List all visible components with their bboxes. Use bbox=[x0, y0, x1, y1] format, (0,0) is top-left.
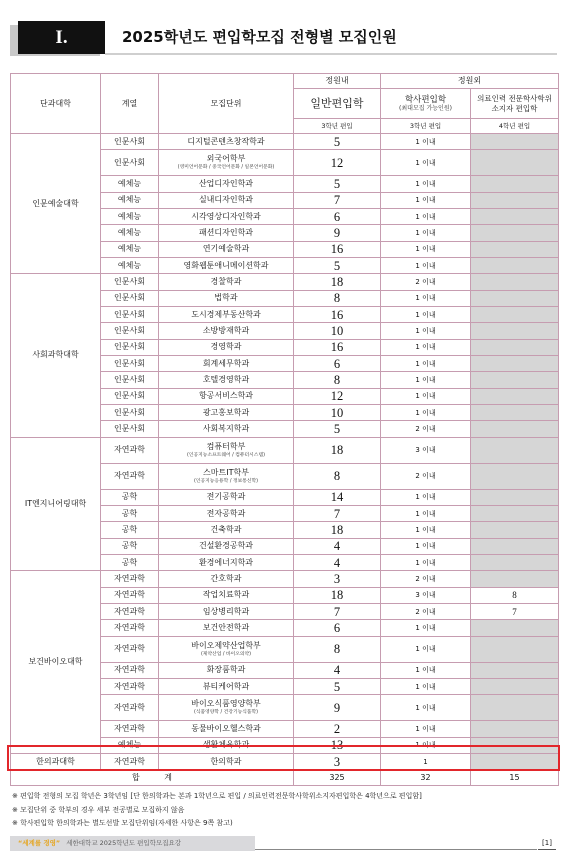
track-cell: 공학 bbox=[101, 538, 159, 554]
unit-cell bbox=[159, 463, 294, 489]
track-cell: 자연과학 bbox=[101, 753, 159, 769]
header-row bbox=[11, 74, 559, 89]
track-cell: 예체능 bbox=[101, 241, 159, 257]
unit-cell bbox=[159, 404, 294, 420]
total-general: 325 bbox=[294, 770, 381, 786]
general-quota-cell: 14 bbox=[294, 489, 381, 505]
general-quota-cell: 18 bbox=[294, 437, 381, 463]
unit-cell bbox=[159, 339, 294, 355]
footer-title: 세한대학교 2025학년도 편입학모집요강 bbox=[66, 839, 182, 847]
unit-cell bbox=[159, 522, 294, 538]
college-cell: 사회과학대학 bbox=[11, 274, 101, 437]
college-cell: IT엔지니어링대학 bbox=[11, 437, 101, 571]
unit-name: 바이오식품영양학부 bbox=[191, 699, 261, 709]
unit-name: 건설환경공학과 bbox=[198, 541, 254, 551]
unit-cell bbox=[159, 150, 294, 176]
track-cell: 예체능 bbox=[101, 208, 159, 224]
unit-cell bbox=[159, 721, 294, 737]
total-row bbox=[11, 770, 559, 786]
table-row bbox=[11, 571, 559, 587]
unit-name: 연기예술학과 bbox=[202, 244, 250, 254]
unit-majors: (식품영양학 / 건강기능식품학) bbox=[193, 710, 258, 716]
unit-cell bbox=[159, 372, 294, 388]
medical-quota-cell bbox=[471, 554, 559, 570]
general-quota-cell: 10 bbox=[294, 323, 381, 339]
unit-name: 작업치료학과 bbox=[202, 590, 250, 600]
bachelor-quota-cell: 1 이내 bbox=[381, 721, 471, 737]
general-quota-cell: 4 bbox=[294, 554, 381, 570]
table-row bbox=[11, 274, 559, 290]
unit-cell bbox=[159, 134, 294, 150]
medical-quota-cell bbox=[471, 489, 559, 505]
track-cell: 인문사회 bbox=[101, 306, 159, 322]
unit-name: 스마트IT학부 bbox=[203, 467, 249, 477]
track-cell: 공학 bbox=[101, 522, 159, 538]
bachelor-header-note: (최대모집 가능인원) bbox=[399, 104, 452, 112]
track-cell: 공학 bbox=[101, 554, 159, 570]
footer-slogan: “세계를 경영” bbox=[18, 839, 61, 847]
unit-name: 시각영상디자인학과 bbox=[191, 211, 261, 221]
unit-name: 간호학과 bbox=[210, 573, 242, 583]
table-body bbox=[11, 134, 559, 770]
general-header-label: 일반편입학 bbox=[310, 97, 364, 110]
track-cell: 자연과학 bbox=[101, 620, 159, 636]
bachelor-quota-cell: 2 이내 bbox=[381, 274, 471, 290]
bachelor-quota-cell: 1 이내 bbox=[381, 208, 471, 224]
bachelor-quota-cell: 1 이내 bbox=[381, 695, 471, 721]
medical-quota-cell bbox=[471, 437, 559, 463]
bachelor-quota-cell: 1 이내 bbox=[381, 290, 471, 306]
bachelor-quota-cell: 1 이내 bbox=[381, 620, 471, 636]
section-badge: I. bbox=[18, 21, 105, 54]
medical-quota-cell bbox=[471, 620, 559, 636]
medical-quota-cell bbox=[471, 721, 559, 737]
medical-quota-cell bbox=[471, 538, 559, 554]
track-cell: 자연과학 bbox=[101, 571, 159, 587]
general-quota-cell: 3 bbox=[294, 571, 381, 587]
unit-cell bbox=[159, 437, 294, 463]
unit-majors: (제약산업 / 바이오의약) bbox=[200, 651, 252, 657]
unit-cell bbox=[159, 421, 294, 437]
unit-name: 실내디자인학과 bbox=[198, 195, 254, 205]
track-cell: 자연과학 bbox=[101, 437, 159, 463]
medical-quota-cell bbox=[471, 404, 559, 420]
bachelor-quota-cell: 1 이내 bbox=[381, 306, 471, 322]
general-quota-cell: 16 bbox=[294, 241, 381, 257]
medical-quota-cell bbox=[471, 306, 559, 322]
bachelor-quota-cell: 2 이내 bbox=[381, 603, 471, 619]
track-cell: 예체능 bbox=[101, 257, 159, 273]
track-cell: 인문사회 bbox=[101, 421, 159, 437]
general-quota-cell: 9 bbox=[294, 225, 381, 241]
unit-cell bbox=[159, 695, 294, 721]
bachelor-quota-cell: 1 이내 bbox=[381, 225, 471, 241]
unit-cell bbox=[159, 505, 294, 521]
col-header-unit: 모집단위 bbox=[159, 74, 294, 134]
unit-name: 경영학과 bbox=[210, 342, 242, 352]
footnote: ※ 편입학 전형의 모집 학년은 3학년임 [단 한의학과는 본과 1학년으로 편입 / 의료인력전문학사학위소지자편입학은 4학년으로 편입함] bbox=[12, 792, 422, 800]
bachelor-quota-cell: 1 이내 bbox=[381, 489, 471, 505]
footnotes bbox=[12, 790, 557, 831]
general-quota-cell: 7 bbox=[294, 192, 381, 208]
general-quota-cell: 6 bbox=[294, 208, 381, 224]
track-cell: 예체능 bbox=[101, 225, 159, 241]
bachelor-quota-cell: 1 이내 bbox=[381, 176, 471, 192]
general-quota-cell: 8 bbox=[294, 636, 381, 662]
unit-name: 소방방재학과 bbox=[202, 325, 250, 335]
bachelor-quota-cell: 1 이내 bbox=[381, 372, 471, 388]
unit-name: 생활체육학과 bbox=[202, 740, 250, 750]
unit-cell bbox=[159, 306, 294, 322]
general-quota-cell: 13 bbox=[294, 737, 381, 753]
general-quota-cell: 16 bbox=[294, 339, 381, 355]
general-quota-cell: 8 bbox=[294, 372, 381, 388]
bachelor-quota-cell: 1 이내 bbox=[381, 636, 471, 662]
unit-cell bbox=[159, 678, 294, 694]
general-quota-cell: 16 bbox=[294, 306, 381, 322]
unit-name: 뷰티케어학과 bbox=[202, 681, 250, 691]
unit-name: 동물바이오헬스학과 bbox=[191, 723, 261, 733]
track-cell: 인문사회 bbox=[101, 150, 159, 176]
general-quota-cell: 10 bbox=[294, 404, 381, 420]
unit-majors: (인공지능소프트웨어 / 컴퓨터시스템) bbox=[187, 452, 265, 458]
unit-cell bbox=[159, 323, 294, 339]
bachelor-quota-cell: 1 이내 bbox=[381, 737, 471, 753]
unit-cell bbox=[159, 274, 294, 290]
track-cell: 자연과학 bbox=[101, 636, 159, 662]
bachelor-quota-cell: 1 이내 bbox=[381, 339, 471, 355]
unit-cell bbox=[159, 192, 294, 208]
track-cell: 인문사회 bbox=[101, 355, 159, 371]
track-cell: 예체능 bbox=[101, 737, 159, 753]
medical-quota-cell bbox=[471, 355, 559, 371]
unit-name: 보건안전학과 bbox=[202, 622, 250, 632]
track-cell: 인문사회 bbox=[101, 323, 159, 339]
col-header-general bbox=[294, 89, 381, 119]
medical-quota-cell bbox=[471, 505, 559, 521]
general-quota-cell: 18 bbox=[294, 274, 381, 290]
track-cell: 인문사회 bbox=[101, 388, 159, 404]
general-quota-cell: 5 bbox=[294, 176, 381, 192]
bachelor-header-label: 학사편입학 bbox=[404, 94, 447, 105]
medical-quota-cell bbox=[471, 421, 559, 437]
medical-quota-cell bbox=[471, 241, 559, 257]
bachelor-quota-cell: 1 이내 bbox=[381, 192, 471, 208]
track-cell: 자연과학 bbox=[101, 695, 159, 721]
unit-name: 경찰학과 bbox=[210, 276, 242, 286]
track-cell: 인문사회 bbox=[101, 134, 159, 150]
footer-banner bbox=[10, 836, 255, 851]
unit-cell bbox=[159, 355, 294, 371]
general-quota-cell: 8 bbox=[294, 290, 381, 306]
table-row bbox=[11, 134, 559, 150]
unit-name: 임상병리학과 bbox=[202, 606, 250, 616]
track-cell: 공학 bbox=[101, 505, 159, 521]
unit-cell bbox=[159, 176, 294, 192]
medical-header-line2: 소지자 편입학 bbox=[491, 103, 538, 113]
unit-name: 영화웹툰애니메이션학과 bbox=[183, 260, 269, 270]
medical-quota-cell bbox=[471, 192, 559, 208]
bachelor-quota-cell: 1 이내 bbox=[381, 150, 471, 176]
bachelor-quota-cell: 1 이내 bbox=[381, 388, 471, 404]
general-quota-cell: 5 bbox=[294, 257, 381, 273]
footnote: ※ 학사편입학 한의학과는 별도선발 모집단위임(자세한 사항은 9쪽 참고) bbox=[12, 819, 233, 827]
bachelor-quota-cell: 1 이내 bbox=[381, 538, 471, 554]
unit-name: 한의학과 bbox=[210, 756, 242, 766]
medical-grade-label: 4학년 편입 bbox=[471, 119, 559, 134]
table-row bbox=[11, 437, 559, 463]
unit-name: 외국어학부 bbox=[206, 154, 246, 164]
bachelor-quota-cell: 1 이내 bbox=[381, 404, 471, 420]
page-title: 2025학년도 편입학모집 전형별 모집인원 bbox=[122, 28, 397, 46]
unit-name: 건축학과 bbox=[210, 524, 242, 534]
bachelor-quota-cell: 1 이내 bbox=[381, 678, 471, 694]
col-header-out-quota: 정원외 bbox=[381, 74, 559, 89]
unit-cell bbox=[159, 554, 294, 570]
unit-name: 화장품학과 bbox=[206, 665, 246, 675]
unit-cell bbox=[159, 489, 294, 505]
track-cell: 인문사회 bbox=[101, 339, 159, 355]
unit-cell bbox=[159, 571, 294, 587]
bachelor-quota-cell: 3 이내 bbox=[381, 587, 471, 603]
unit-cell bbox=[159, 388, 294, 404]
footer-rule bbox=[255, 849, 537, 850]
medical-quota-cell: 7 bbox=[471, 603, 559, 619]
col-header-track: 계열 bbox=[101, 74, 159, 134]
medical-quota-cell bbox=[471, 150, 559, 176]
general-quota-cell: 4 bbox=[294, 662, 381, 678]
general-quota-cell: 6 bbox=[294, 355, 381, 371]
general-quota-cell: 12 bbox=[294, 388, 381, 404]
bachelor-quota-cell: 1 이내 bbox=[381, 355, 471, 371]
bachelor-quota-cell: 1 이내 bbox=[381, 134, 471, 150]
unit-cell bbox=[159, 290, 294, 306]
medical-quota-cell bbox=[471, 522, 559, 538]
general-quota-cell: 5 bbox=[294, 421, 381, 437]
track-cell: 인문사회 bbox=[101, 372, 159, 388]
bachelor-quota-cell: 2 이내 bbox=[381, 463, 471, 489]
unit-name: 회계세무학과 bbox=[202, 358, 250, 368]
general-quota-cell: 3 bbox=[294, 753, 381, 769]
track-cell: 자연과학 bbox=[101, 603, 159, 619]
medical-quota-cell bbox=[471, 388, 559, 404]
footnote: ※ 모집단위 중 학부의 경우 세부 전공별로 모집하지 않음 bbox=[12, 805, 185, 814]
medical-quota-cell bbox=[471, 571, 559, 587]
unit-cell bbox=[159, 603, 294, 619]
general-quota-cell: 9 bbox=[294, 695, 381, 721]
medical-quota-cell bbox=[471, 274, 559, 290]
col-header-college: 단과대학 bbox=[11, 74, 101, 134]
medical-quota-cell bbox=[471, 176, 559, 192]
track-cell: 자연과학 bbox=[101, 678, 159, 694]
general-quota-cell: 12 bbox=[294, 150, 381, 176]
general-quota-cell: 7 bbox=[294, 505, 381, 521]
track-cell: 자연과학 bbox=[101, 587, 159, 603]
bachelor-quota-cell: 1 이내 bbox=[381, 241, 471, 257]
unit-name: 전자공학과 bbox=[206, 508, 246, 518]
track-cell: 예체능 bbox=[101, 192, 159, 208]
medical-quota-cell bbox=[471, 225, 559, 241]
general-quota-cell: 7 bbox=[294, 603, 381, 619]
unit-cell bbox=[159, 538, 294, 554]
total-bachelor: 32 bbox=[381, 770, 471, 786]
unit-name: 광고홍보학과 bbox=[202, 407, 250, 417]
medical-header-line1: 의료인력 전문학사학위 bbox=[477, 93, 552, 103]
unit-cell bbox=[159, 636, 294, 662]
unit-cell bbox=[159, 662, 294, 678]
college-cell: 한의과대학 bbox=[11, 753, 101, 769]
unit-name: 항공서비스학과 bbox=[198, 391, 254, 401]
medical-quota-cell bbox=[471, 678, 559, 694]
unit-cell bbox=[159, 208, 294, 224]
track-cell: 인문사회 bbox=[101, 404, 159, 420]
track-cell: 자연과학 bbox=[101, 721, 159, 737]
general-quota-cell: 4 bbox=[294, 538, 381, 554]
col-header-medical bbox=[471, 89, 559, 119]
col-header-bachelor bbox=[381, 89, 471, 119]
unit-name: 컴퓨터학부 bbox=[206, 441, 246, 451]
general-quota-cell: 6 bbox=[294, 620, 381, 636]
bachelor-quota-cell: 1 이내 bbox=[381, 323, 471, 339]
unit-name: 법학과 bbox=[214, 293, 238, 303]
unit-name: 도시경제부동산학과 bbox=[191, 309, 261, 319]
college-cell: 인문예술대학 bbox=[11, 134, 101, 274]
bachelor-grade-label: 3학년 편입 bbox=[381, 119, 471, 134]
general-quota-cell: 2 bbox=[294, 721, 381, 737]
bachelor-quota-cell: 1 이내 bbox=[381, 505, 471, 521]
unit-cell bbox=[159, 257, 294, 273]
bachelor-quota-cell: 1 bbox=[381, 753, 471, 769]
bachelor-quota-cell: 1 이내 bbox=[381, 522, 471, 538]
quota-table bbox=[10, 73, 559, 786]
medical-quota-cell bbox=[471, 208, 559, 224]
medical-quota-cell bbox=[471, 662, 559, 678]
total-label-cell bbox=[11, 770, 294, 786]
bachelor-quota-cell: 2 이내 bbox=[381, 571, 471, 587]
bachelor-quota-cell: 1 이내 bbox=[381, 662, 471, 678]
track-cell: 공학 bbox=[101, 489, 159, 505]
track-cell: 자연과학 bbox=[101, 463, 159, 489]
unit-name: 산업디자인학과 bbox=[198, 178, 254, 188]
unit-cell bbox=[159, 587, 294, 603]
unit-majors: (영미언어문화 / 중국언어문화 / 일본언어문화) bbox=[177, 165, 275, 171]
general-quota-cell: 18 bbox=[294, 587, 381, 603]
unit-name: 바이오제약산업학부 bbox=[191, 640, 261, 650]
medical-quota-cell: 8 bbox=[471, 587, 559, 603]
total-label: 합 계 bbox=[132, 772, 172, 782]
medical-quota-cell bbox=[471, 695, 559, 721]
track-cell: 인문사회 bbox=[101, 290, 159, 306]
medical-quota-cell bbox=[471, 372, 559, 388]
track-cell: 자연과학 bbox=[101, 662, 159, 678]
unit-cell bbox=[159, 241, 294, 257]
unit-name: 전기공학과 bbox=[206, 492, 246, 502]
unit-name: 패션디자인학과 bbox=[198, 227, 254, 237]
unit-majors: (인공지능응용학 / 정보통신학) bbox=[193, 478, 258, 484]
bachelor-quota-cell: 3 이내 bbox=[381, 437, 471, 463]
page-number: [1] bbox=[538, 837, 556, 850]
unit-name: 환경에너지학과 bbox=[198, 557, 254, 567]
bachelor-quota-cell: 1 이내 bbox=[381, 554, 471, 570]
medical-quota-cell bbox=[471, 339, 559, 355]
general-quota-cell: 5 bbox=[294, 134, 381, 150]
medical-quota-cell bbox=[471, 463, 559, 489]
general-quota-cell: 8 bbox=[294, 463, 381, 489]
total-medical: 15 bbox=[471, 770, 559, 786]
unit-cell bbox=[159, 620, 294, 636]
title-divider bbox=[105, 53, 557, 55]
general-grade-label: 3학년 편입 bbox=[294, 119, 381, 134]
general-quota-cell: 5 bbox=[294, 678, 381, 694]
medical-quota-cell bbox=[471, 323, 559, 339]
bachelor-quota-cell: 2 이내 bbox=[381, 421, 471, 437]
unit-name: 호텔경영학과 bbox=[202, 374, 250, 384]
medical-quota-cell bbox=[471, 636, 559, 662]
medical-quota-cell bbox=[471, 134, 559, 150]
unit-cell bbox=[159, 225, 294, 241]
college-cell: 보건바이오대학 bbox=[11, 571, 101, 754]
unit-name: 디지털콘텐츠창작학과 bbox=[187, 136, 265, 146]
track-cell: 예체능 bbox=[101, 176, 159, 192]
medical-quota-cell bbox=[471, 290, 559, 306]
bachelor-quota-cell: 1 이내 bbox=[381, 257, 471, 273]
highlight-box bbox=[7, 745, 560, 771]
medical-quota-cell bbox=[471, 257, 559, 273]
col-header-in-quota: 정원내 bbox=[294, 74, 381, 89]
general-quota-cell: 18 bbox=[294, 522, 381, 538]
track-cell: 인문사회 bbox=[101, 274, 159, 290]
unit-name: 사회복지학과 bbox=[202, 423, 250, 433]
